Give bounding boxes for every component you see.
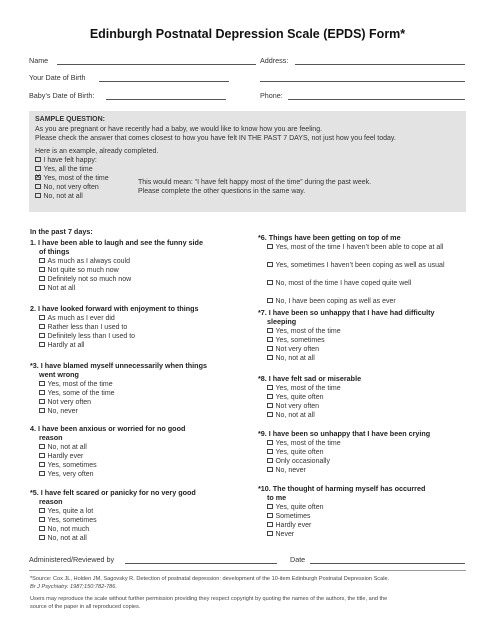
answer-option-label: Definitely not so much now: [47, 276, 132, 283]
checkbox-icon: [267, 412, 273, 418]
sample-example-intro: Here is an example, already completed.: [35, 148, 159, 155]
checkbox-icon: [267, 467, 273, 473]
checkbox-icon: [267, 328, 273, 334]
answer-option-label: Not quite so much now: [47, 267, 119, 274]
checkbox-icon: [39, 526, 45, 532]
answer-option[interactable]: [267, 384, 472, 393]
checkbox-icon: [39, 342, 45, 348]
answer-option[interactable]: [39, 534, 87, 543]
answer-option[interactable]: [267, 457, 472, 466]
answer-option[interactable]: [267, 243, 472, 252]
checkbox-icon: [267, 440, 273, 446]
question-title-line: *3. I have blamed myself unnecessarily when things: [30, 361, 207, 370]
answer-option[interactable]: [267, 345, 472, 354]
answer-option-label: Not very often: [47, 399, 92, 406]
checkbox-icon: [267, 531, 273, 537]
answer-option-label: No, not much: [47, 526, 90, 533]
checked-checkbox-icon: [35, 175, 41, 181]
date-label: Date: [290, 555, 306, 564]
answer-option[interactable]: [39, 525, 89, 534]
answer-option[interactable]: [39, 452, 83, 461]
checkbox-icon: [35, 157, 41, 163]
answer-option[interactable]: [267, 261, 472, 270]
baby-dob-line: [106, 99, 226, 100]
question-title-line: *7. I have been so unhappy that I have had difficulty: [258, 308, 435, 317]
answer-option-label: Yes, quite a lot: [47, 508, 94, 515]
question-title-line: reason: [39, 497, 63, 506]
answer-option[interactable]: [39, 275, 131, 284]
answer-option-label: Yes, most of the time: [275, 440, 341, 447]
checkbox-icon: [39, 324, 45, 330]
sample-explain-1: This would mean: “I have felt happy most of the time” during the past week.: [138, 179, 372, 186]
question-title-line: sleeping: [267, 317, 297, 326]
checkbox-icon: [39, 276, 45, 282]
usage-line-1: Users may reproduce the scale without further permission providing they respect copyright by quoting the names of the authors, the title, and the: [30, 596, 388, 602]
answer-option-label: Hardly ever: [275, 522, 312, 529]
sample-question-box: [29, 111, 466, 212]
checkbox-icon: [267, 403, 273, 409]
baby-dob-field[interactable]: [29, 91, 94, 100]
phone-label: Phone:: [260, 91, 283, 100]
address-line: [295, 64, 465, 65]
answer-option-label: Hardly ever: [47, 453, 84, 460]
answer-option-label: Yes, sometimes: [47, 517, 97, 524]
answer-option[interactable]: [267, 402, 472, 411]
answer-option[interactable]: [39, 389, 115, 398]
answer-option-label: Yes, sometimes: [47, 462, 97, 469]
usage-line-2: source of the paper in all reproduced copies.: [30, 603, 141, 610]
address-label: Address:: [260, 56, 289, 65]
checkbox-icon: [39, 508, 45, 514]
name-line: [57, 64, 256, 65]
answer-option-label: Sometimes: [275, 513, 311, 520]
answer-option[interactable]: [39, 398, 91, 407]
answer-option[interactable]: [267, 530, 472, 539]
questions_left-4-title: [30, 488, 196, 506]
answer-option[interactable]: [39, 461, 97, 470]
answer-option[interactable]: [267, 279, 472, 288]
answer-option[interactable]: [267, 512, 472, 521]
checkbox-icon: [39, 315, 45, 321]
answer-option-label: Only occasionally: [275, 458, 330, 465]
answer-option[interactable]: [267, 393, 472, 402]
answer-option[interactable]: [267, 448, 472, 457]
answer-option-label: As much as I ever did: [47, 315, 115, 322]
questions_right-2-title: [258, 374, 361, 383]
checkbox-icon: [39, 381, 45, 387]
sample-line-2: Please check the answer that comes closest to how you have felt IN THE PAST 7 DAYS, not just how you feel today.: [35, 135, 396, 142]
answer-option[interactable]: [267, 503, 472, 512]
question-title-line: to me: [267, 493, 287, 502]
checkbox-icon: [39, 408, 45, 414]
question-title-line: reason: [39, 433, 63, 442]
answer-option-label: No, not at all: [275, 412, 315, 419]
answer-option-label: Yes, most of the time I haven’t been able to cope at all: [275, 244, 444, 251]
name-label: Name: [29, 56, 49, 65]
question-title-line: *5. I have felt scared or panicky for no very good: [30, 488, 196, 497]
checkbox-icon: [39, 471, 45, 477]
usage-note: [30, 596, 470, 611]
checkbox-icon: [39, 453, 45, 459]
answer-option-label: Yes, quite often: [275, 449, 324, 456]
checkbox-icon: [267, 394, 273, 400]
reviewed-by-label: Administered/Reviewed by: [29, 555, 115, 564]
checkbox-icon: [39, 333, 45, 339]
answer-option[interactable]: [267, 411, 472, 420]
dob-line: [99, 81, 229, 82]
answer-option-label: No, most of the time I have coped quite well: [275, 280, 412, 287]
answer-option[interactable]: [39, 507, 93, 516]
answer-option-label: As much as I always could: [47, 258, 130, 265]
answer-option[interactable]: [39, 407, 78, 416]
answer-option[interactable]: [39, 284, 75, 293]
source-line-2: Br J Psychiatry. 1987;150:782-786.: [30, 583, 117, 590]
baby-dob-label: Baby’s Date of Birth:: [29, 91, 95, 100]
checkbox-icon: [39, 285, 45, 291]
checkbox-icon: [267, 262, 273, 268]
answer-option[interactable]: [39, 341, 84, 350]
sample-line-1: As you are pregnant or have recently had a baby, we would like to know how you are feeling.: [35, 126, 323, 133]
reviewed-by-line: [125, 563, 277, 564]
dob-label: Your Date of Birth: [29, 73, 86, 82]
checkbox-icon: [35, 166, 41, 172]
question-title-line: *10. The thought of harming myself has occurred: [258, 484, 426, 493]
answer-option-label: Not at all: [47, 285, 76, 292]
sample-option[interactable]: Yes, all the time: [35, 165, 93, 174]
past-7-days-intro: In the past 7 days:: [30, 227, 93, 236]
question-title-line: of things: [39, 247, 70, 256]
answer-option[interactable]: [267, 336, 472, 345]
answer-option-label: No, not at all: [47, 535, 87, 542]
answer-option[interactable]: [39, 380, 113, 389]
question-title-line: 1. I have been able to laugh and see the funny side: [30, 238, 203, 247]
answer-option-label: Never: [275, 531, 295, 538]
question-title-line: *9. I have been so unhappy that I have been crying: [258, 429, 431, 438]
answer-option[interactable]: [267, 327, 472, 336]
checkbox-icon: [39, 258, 45, 264]
checkbox-icon: [39, 444, 45, 450]
answer-option[interactable]: [39, 470, 94, 479]
question-title-line: went wrong: [39, 370, 79, 379]
date-line: [310, 563, 465, 564]
question-title-line: 2. I have looked forward with enjoyment to things: [30, 304, 199, 313]
checkbox-icon: [39, 267, 45, 273]
answer-option-label: No, not at all: [275, 355, 315, 362]
answer-option-label: Not very often: [275, 346, 320, 353]
question-title-line: *6. Things have been getting on top of me: [258, 233, 401, 242]
sample-header: SAMPLE QUESTION:: [35, 116, 106, 123]
answer-option-label: No, I have been coping as well as ever: [275, 298, 396, 305]
date-field[interactable]: [290, 555, 305, 564]
answer-option-label: Hardly at all: [47, 342, 85, 349]
answer-option-label: Yes, sometimes I haven’t been coping as well as usual: [275, 262, 445, 269]
address-line-2[interactable]: [260, 81, 465, 82]
sample-explain-2: Please complete the other questions in the same way.: [138, 188, 306, 195]
answer-option-label: Yes, quite often: [275, 504, 324, 511]
sample-option[interactable]: No, not at all: [35, 192, 83, 201]
answer-option[interactable]: [267, 466, 472, 475]
answer-option-label: Yes, most of the time: [47, 381, 113, 388]
answer-option-label: Yes, quite often: [275, 394, 324, 401]
checkbox-icon: [39, 535, 45, 541]
questions_left-2-title: [30, 361, 207, 379]
questions_right-1-title: [258, 308, 435, 326]
answer-option[interactable]: [267, 354, 472, 363]
answer-option[interactable]: [39, 323, 127, 332]
answer-option-label: Yes, very often: [47, 471, 94, 478]
answer-option-label: No, not at all: [47, 444, 87, 451]
checkbox-icon: [39, 462, 45, 468]
form-title: Edinburgh Postnatal Depression Scale (EPDS) Form*: [89, 27, 406, 41]
questions_left-3-title: [30, 424, 185, 442]
answer-option[interactable]: [267, 521, 472, 530]
reviewed-by-field[interactable]: [29, 555, 114, 564]
checkbox-icon: [39, 517, 45, 523]
answer-option-label: Not very often: [275, 403, 320, 410]
checkbox-icon: [39, 399, 45, 405]
answer-option-label: Yes, most of the time: [275, 385, 341, 392]
answer-option-label: Yes, most of the time: [275, 328, 341, 335]
checkbox-icon: [267, 346, 273, 352]
answer-option[interactable]: [39, 332, 135, 341]
answer-option[interactable]: [39, 443, 87, 452]
checkbox-icon: [267, 449, 273, 455]
address-field[interactable]: [260, 56, 288, 65]
answer-option[interactable]: [39, 257, 130, 266]
checkbox-icon: [35, 193, 41, 199]
checkbox-icon: [267, 355, 273, 361]
phone-line: [288, 99, 465, 100]
answer-option-label: Yes, sometimes: [275, 337, 325, 344]
checkbox-icon: [267, 504, 273, 510]
questions_right-0-title: [258, 233, 401, 242]
answer-option-label: Definitely less than I used to: [47, 333, 136, 340]
name-field[interactable]: [29, 56, 48, 65]
checkbox-icon: [267, 244, 273, 250]
answer-option-label: Yes, some of the time: [47, 390, 115, 397]
question-title-line: *8. I have felt sad or miserable: [258, 374, 362, 383]
checkbox-icon: [267, 298, 273, 304]
footer-divider: [29, 570, 466, 571]
answer-option-label: No, never: [47, 408, 78, 415]
sample-question: I have felt happy:: [35, 156, 97, 165]
answer-option-label: Rather less than I used to: [47, 324, 128, 331]
dob-field[interactable]: [29, 73, 85, 82]
checkbox-icon: [267, 385, 273, 391]
source-citation: [30, 576, 470, 591]
answer-option-label: No, never: [275, 467, 306, 474]
answer-option[interactable]: [39, 314, 115, 323]
checkbox-icon: [267, 458, 273, 464]
questions_left-0-title: [30, 238, 203, 256]
answer-option[interactable]: [267, 439, 472, 448]
answer-option[interactable]: [39, 516, 97, 525]
phone-field[interactable]: [260, 91, 283, 100]
checkbox-icon: [267, 522, 273, 528]
checkbox-icon: [35, 184, 41, 190]
questions_right-3-title: [258, 429, 430, 438]
answer-option[interactable]: [39, 266, 119, 275]
questions_right-4-title: [258, 484, 425, 502]
checkbox-icon: [267, 280, 273, 286]
checkbox-icon: [267, 337, 273, 343]
checkbox-icon: [39, 390, 45, 396]
answer-option[interactable]: [267, 297, 472, 306]
sample-option[interactable]: ✕Yes, most of the time: [35, 174, 109, 183]
questions_left-1-title: [30, 304, 199, 313]
source-line-1: *Source: Cox JL, Holden JM, Sagovsky R. Detection of postnatal depression: development of the 10-item Edinburgh Postnatal Depression Scale.: [30, 576, 390, 582]
checkbox-icon: [267, 513, 273, 519]
sample-option[interactable]: No, not very often: [35, 183, 99, 192]
question-title-line: 4. I have been anxious or worried for no good: [30, 424, 186, 433]
